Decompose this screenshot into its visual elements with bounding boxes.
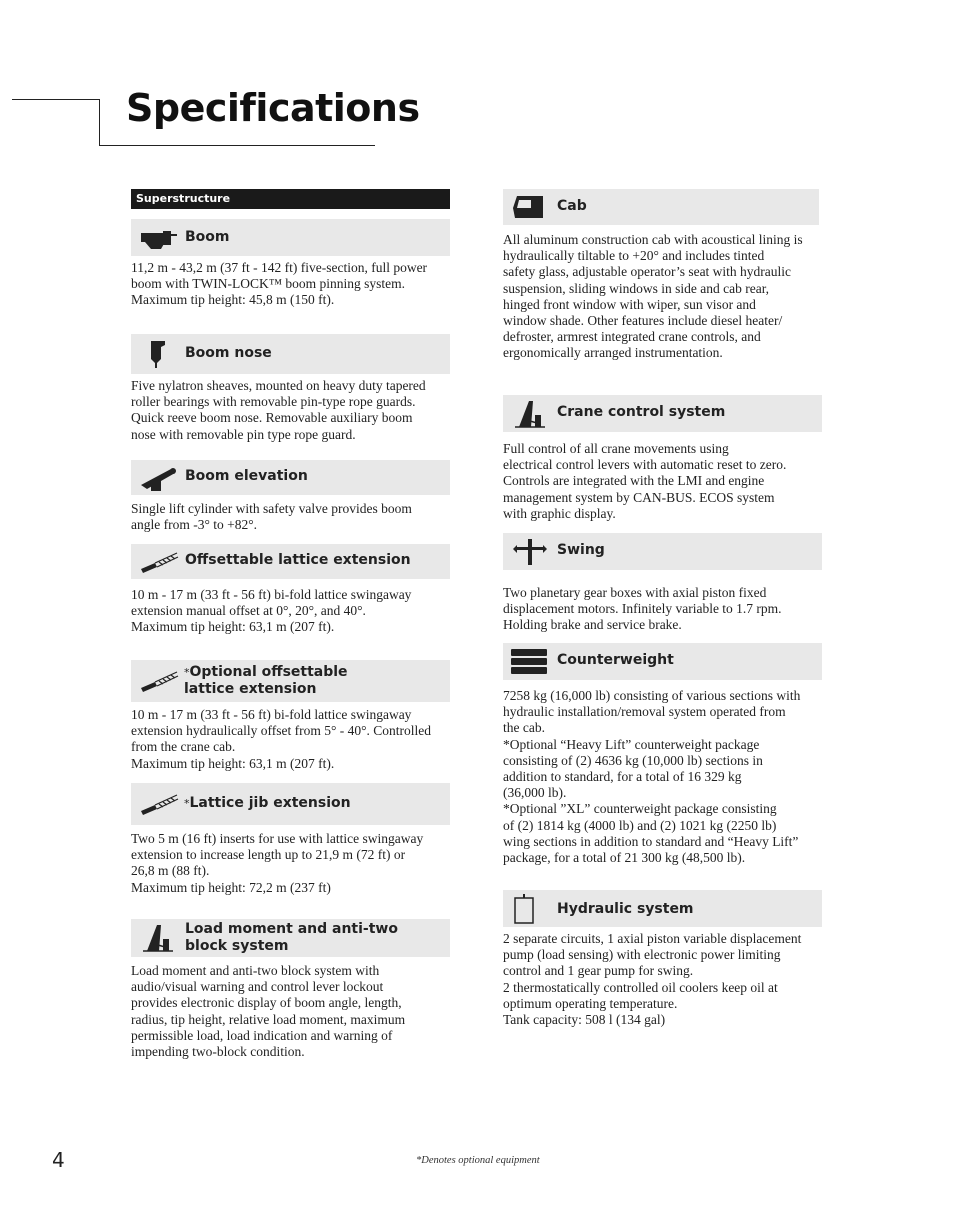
spec-title [185,921,398,955]
swing-icon [509,537,551,567]
spec-header-hydraulic [503,890,822,927]
spec-header-lattice-jib [131,783,450,825]
spec-header-cab [503,189,819,225]
optional-asterisk: * [184,797,190,810]
spec-title-line2: block system [185,938,289,954]
spec-header-boom-elevation [131,460,450,495]
spec-header-optional-lattice-extension [131,660,450,702]
spec-title: Crane control system [557,404,726,420]
spec-title-line2: lattice extension [184,681,317,697]
title-rule-top [12,99,100,100]
footnote: *Denotes optional equipment [416,1155,540,1166]
spec-title-line1: Load moment and anti-two [185,921,398,937]
section-label: Superstructure [131,189,450,209]
spec-title: Boom nose [185,345,272,361]
spec-body-load-moment: Load moment and anti-two block system with audio/visual warning and control lever lockout provides electronic display of boom angle, length, radius, tip height, relative load moment, maximum permissible load, load indication and warning of impending two-block condition. [131,963,406,1060]
spec-body-optional-lattice-extension: 10 m - 17 m (33 ft - 56 ft) bi-fold lattice swingaway extension hydraulically offset from 5° - 40°. Controlled from the crane cab. Maximum tip height: 63,1 m (207 ft). [131,707,431,771]
spec-body-lattice-extension: 10 m - 17 m (33 ft - 56 ft) bi-fold lattice swingaway extension manual offset at 0°, 20°, and 40°. Maximum tip height: 63,1 m (207 ft). [131,587,412,635]
spec-header-swing [503,533,822,570]
spec-body-cab: All aluminum construction cab with acoustical lining is hydraulically tiltable to +20° and includes tinted safety glass, adjustable operator’s seat with hydraulic suspension, sliding windows in side and cab rear, hinged front window with wiper, sun visor and window shade. Other features include diesel heater/ defroster, armrest integrated crane controls, and ergonomically arranged instrumentation. [503,232,803,361]
spec-header-counterweight [503,643,822,680]
spec-title: Counterweight [557,652,674,668]
spec-title: Cab [557,198,587,214]
title-rule-bottom [99,145,375,146]
hydraulic-tank-icon [509,894,551,924]
optional-lattice-extension-icon [137,666,179,696]
spec-title: Hydraulic system [557,901,694,917]
spec-header-load-moment [131,919,450,957]
title-rule-vertical [99,99,100,146]
spec-title: Boom elevation [185,468,308,484]
spec-body-crane-control: Full control of all crane movements using electrical control levers with automatic reset to zero. Controls are integrated with the LMI and engine management system by CAN-BUS. ECOS system with graphic display. [503,441,787,521]
spec-body-hydraulic: 2 separate circuits, 1 axial piston variable displacement pump (load sensing) with electronic power limiting control and 1 gear pump for swing. 2 thermostatically controlled oil coolers keep oil at optimum operating temperature. Tank capacity: 508 l (134 gal) [503,931,802,1028]
counterweight-icon [509,647,551,677]
crane-control-icon [509,399,551,429]
spec-header-boom [131,219,450,256]
spec-header-boom-nose [131,334,450,374]
spec-header-lattice-extension [131,544,450,579]
optional-asterisk: * [184,666,190,679]
spec-title: *Lattice jib extension [184,795,351,811]
spec-body-boom-nose: Five nylatron sheaves, mounted on heavy duty tapered roller bearings with removable pin-type rope guards. Quick reeve boom nose. Removable auxiliary boom nose with removable pin type rope guard. [131,378,426,442]
boom-icon [137,223,179,253]
spec-body-boom: 11,2 m - 43,2 m (37 ft - 142 ft) five-section, full power boom with TWIN-LOCK™ boom pinning system. Maximum tip height: 45,8 m (150 ft). [131,260,428,308]
boom-nose-icon [137,339,179,369]
spec-body-swing: Two planetary gear boxes with axial piston fixed displacement motors. Infinitely variable to 1.7 rpm. Holding brake and service brake. [503,585,782,633]
spec-title-line1: Optional offsettable [189,664,348,680]
spec-title: Swing [557,542,605,558]
page-title: Specifications [126,86,420,130]
lattice-jib-icon [137,789,179,819]
lattice-extension-icon [137,547,179,577]
spec-title [184,664,348,698]
spec-body-counterweight: 7258 kg (16,000 lb) consisting of various sections with hydraulic installation/removal system operated from the cab. *Optional “Heavy Lift” counterweight package consisting of (2) 4636 kg (10,000 lb) sections in addition to standard, for a total of 16 329 kg (36,000 lb). *Optional ”XL” counterweight package consisting of (2) 1814 kg (4000 lb) and (2) 1021 kg (2250 lb) wing sections in addition to standard and “Heavy Lift” package, for a total of 21 300 kg (48,500 lb). [503,688,801,866]
spec-title: Offsettable lattice extension [185,552,411,568]
spec-title: Boom [185,229,230,245]
boom-elevation-icon [137,463,179,493]
page-number: 4 [52,1148,65,1172]
spec-header-crane-control [503,395,822,432]
cab-icon [509,192,551,222]
load-moment-icon [137,923,179,953]
spec-body-lattice-jib: Two 5 m (16 ft) inserts for use with lattice swingaway extension to increase length up to 21,9 m (72 ft) or 26,8 m (88 ft). Maximum tip height: 72,2 m (237 ft) [131,831,424,895]
spec-body-boom-elevation: Single lift cylinder with safety valve provides boom angle from -3° to +82°. [131,501,412,533]
